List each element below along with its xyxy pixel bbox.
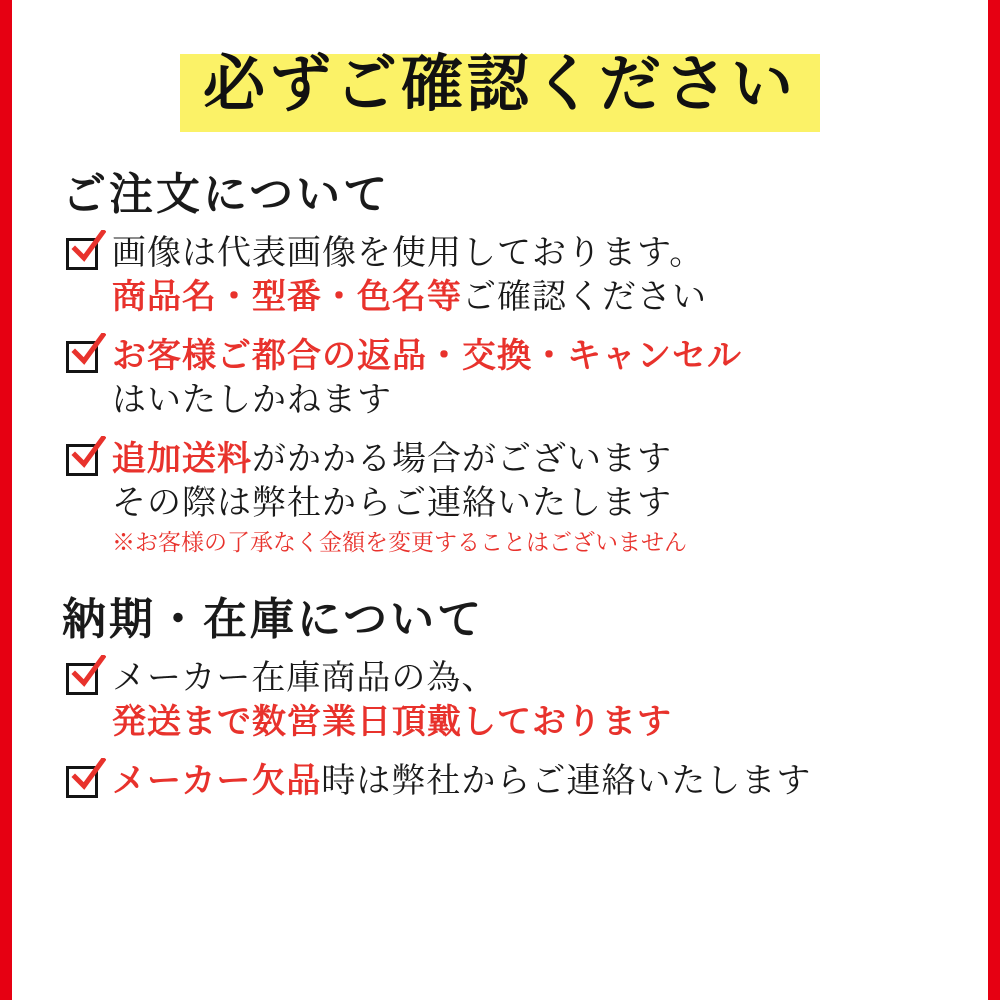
- footnote: ※お客様の了承なく金額を変更することはございません: [112, 530, 687, 557]
- list-item-text: [112, 657, 960, 744]
- text-plain: がかかる場合がございます: [252, 439, 672, 480]
- list-item: [66, 657, 960, 744]
- text-plain: 時は弊社からご連絡いたします: [321, 761, 812, 802]
- text-line: 発送まで数営業日頂戴しております: [112, 701, 672, 742]
- notice-content: [12, 0, 988, 1000]
- section-heading-delivery: 納期・在庫について: [62, 593, 485, 645]
- list-item: [66, 335, 960, 422]
- list-item: [66, 232, 960, 319]
- list-item-text: [112, 335, 960, 422]
- page-title: 必ずご確認ください: [202, 47, 797, 120]
- list-item: [66, 438, 960, 559]
- list-item: [66, 760, 960, 804]
- checkbox-checked-icon: [66, 663, 104, 701]
- list-item-text: [112, 438, 960, 559]
- checkbox-checked-icon: [66, 444, 104, 482]
- text-line: メーカー在庫商品の為、: [112, 657, 497, 698]
- text-emphasis: 商品名・型番・色名等: [112, 276, 462, 317]
- text-line: その際は弊社からご連絡いたします: [112, 482, 672, 523]
- page-title-area: [40, 36, 960, 132]
- text-emphasis: 追加送料: [112, 439, 252, 480]
- checkbox-checked-icon: [66, 341, 104, 379]
- right-red-bar: [988, 0, 1000, 1000]
- text-line: お客様ご都合の返品・交換・キャンセル: [112, 336, 742, 377]
- text-line: 画像は代表画像を使用しております。: [112, 233, 705, 273]
- left-red-bar: [0, 0, 12, 1000]
- text-line: はいたしかねます: [112, 379, 392, 420]
- text-line: [112, 438, 960, 482]
- text-plain: ご確認ください: [462, 276, 707, 317]
- section-heading-order: ご注文について: [62, 169, 391, 220]
- checkbox-checked-icon: [66, 766, 104, 804]
- text-emphasis: メーカー欠品: [112, 761, 322, 802]
- checkbox-checked-icon: [66, 238, 104, 276]
- list-item-text: [112, 760, 960, 804]
- text-line: [112, 276, 960, 320]
- list-item-text: [112, 232, 960, 319]
- text-line: [112, 760, 960, 804]
